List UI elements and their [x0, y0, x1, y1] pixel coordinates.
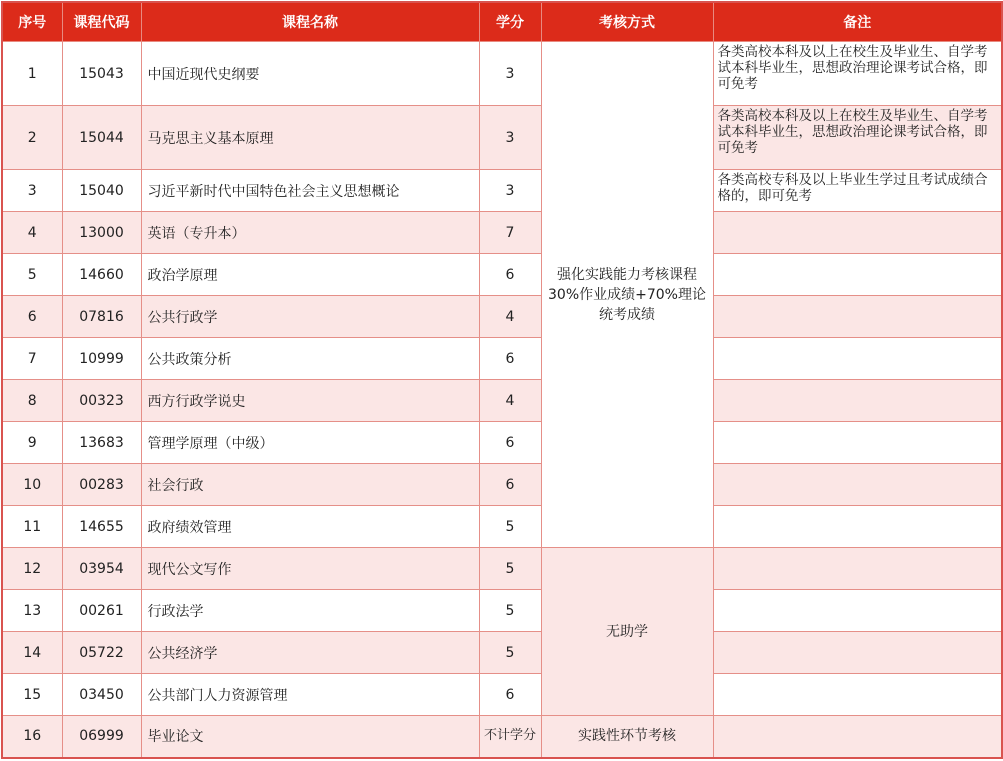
credit-cell: 4	[479, 296, 541, 338]
seq-cell: 11	[2, 506, 62, 548]
seq-cell: 13	[2, 590, 62, 632]
course-name-cell: 公共经济学	[141, 632, 479, 674]
table-row	[2, 632, 1002, 674]
course-code-cell: 10999	[62, 338, 141, 380]
table-row	[2, 380, 1002, 422]
course-code-cell: 00283	[62, 464, 141, 506]
note-cell	[713, 380, 1002, 422]
credit-cell: 6	[479, 254, 541, 296]
course-name-cell: 西方行政学说史	[141, 380, 479, 422]
credit-cell: 4	[479, 380, 541, 422]
course-name-cell: 行政法学	[141, 590, 479, 632]
seq-cell: 3	[2, 170, 62, 212]
course-name-cell: 英语（专升本）	[141, 212, 479, 254]
course-table	[1, 1, 1003, 759]
note-cell	[713, 632, 1002, 674]
credit-cell: 3	[479, 42, 541, 106]
course-name-cell: 马克思主义基本原理	[141, 106, 479, 170]
table-row	[2, 590, 1002, 632]
table-row	[2, 254, 1002, 296]
course-name-cell: 社会行政	[141, 464, 479, 506]
credit-cell: 7	[479, 212, 541, 254]
header-assessment-method: 考核方式	[541, 2, 713, 42]
header-course-code: 课程代码	[62, 2, 141, 42]
header-seq: 序号	[2, 2, 62, 42]
table-row	[2, 464, 1002, 506]
credit-cell: 不计学分	[479, 716, 541, 758]
seq-cell: 6	[2, 296, 62, 338]
seq-cell: 2	[2, 106, 62, 170]
course-name-cell: 习近平新时代中国特色社会主义思想概论	[141, 170, 479, 212]
seq-cell: 8	[2, 380, 62, 422]
note-cell	[713, 464, 1002, 506]
table-row	[2, 716, 1002, 758]
header-note: 备注	[713, 2, 1002, 42]
note-cell	[713, 674, 1002, 716]
assessment-method-cell: 无助学	[541, 548, 713, 716]
course-name-cell: 公共政策分析	[141, 338, 479, 380]
course-name-cell: 管理学原理（中级）	[141, 422, 479, 464]
course-name-cell: 中国近现代史纲要	[141, 42, 479, 106]
assessment-method-cell: 实践性环节考核	[541, 716, 713, 758]
table-row	[2, 170, 1002, 212]
note-cell	[713, 212, 1002, 254]
note-cell	[713, 506, 1002, 548]
seq-cell: 7	[2, 338, 62, 380]
note-cell: 各类高校专科及以上毕业生学过且考试成绩合格的，即可免考	[713, 170, 1002, 212]
course-code-cell: 14660	[62, 254, 141, 296]
credit-cell: 5	[479, 506, 541, 548]
course-code-cell: 00261	[62, 590, 141, 632]
credit-cell: 5	[479, 632, 541, 674]
course-code-cell: 03450	[62, 674, 141, 716]
course-code-cell: 00323	[62, 380, 141, 422]
table-header-row	[2, 2, 1002, 42]
table-row	[2, 338, 1002, 380]
seq-cell: 9	[2, 422, 62, 464]
table-row	[2, 422, 1002, 464]
course-code-cell: 15043	[62, 42, 141, 106]
table-row	[2, 548, 1002, 590]
course-name-cell: 政治学原理	[141, 254, 479, 296]
credit-cell: 6	[479, 422, 541, 464]
header-course-name: 课程名称	[141, 2, 479, 42]
course-name-cell: 现代公文写作	[141, 548, 479, 590]
table-row	[2, 42, 1002, 106]
credit-cell: 6	[479, 464, 541, 506]
course-code-cell: 05722	[62, 632, 141, 674]
table-row	[2, 212, 1002, 254]
note-cell	[713, 422, 1002, 464]
course-name-cell: 公共行政学	[141, 296, 479, 338]
seq-cell: 14	[2, 632, 62, 674]
credit-cell: 6	[479, 338, 541, 380]
course-name-cell: 公共部门人力资源管理	[141, 674, 479, 716]
seq-cell: 15	[2, 674, 62, 716]
credit-cell: 6	[479, 674, 541, 716]
course-name-cell: 毕业论文	[141, 716, 479, 758]
table-row	[2, 106, 1002, 170]
course-name-cell: 政府绩效管理	[141, 506, 479, 548]
table-row	[2, 296, 1002, 338]
seq-cell: 10	[2, 464, 62, 506]
course-code-cell: 03954	[62, 548, 141, 590]
course-code-cell: 15040	[62, 170, 141, 212]
header-credit: 学分	[479, 2, 541, 42]
course-code-cell: 06999	[62, 716, 141, 758]
table-row	[2, 674, 1002, 716]
seq-cell: 4	[2, 212, 62, 254]
note-cell	[713, 716, 1002, 758]
course-code-cell: 13683	[62, 422, 141, 464]
credit-cell: 5	[479, 590, 541, 632]
seq-cell: 5	[2, 254, 62, 296]
course-code-cell: 14655	[62, 506, 141, 548]
credit-cell: 3	[479, 170, 541, 212]
course-code-cell: 07816	[62, 296, 141, 338]
note-cell	[713, 296, 1002, 338]
credit-cell: 3	[479, 106, 541, 170]
note-cell	[713, 338, 1002, 380]
credit-cell: 5	[479, 548, 541, 590]
note-cell	[713, 548, 1002, 590]
seq-cell: 12	[2, 548, 62, 590]
table-row	[2, 506, 1002, 548]
note-cell: 各类高校本科及以上在校生及毕业生、自学考试本科毕业生，思想政治理论课考试合格，即可免考	[713, 106, 1002, 170]
course-code-cell: 13000	[62, 212, 141, 254]
note-cell: 各类高校本科及以上在校生及毕业生、自学考试本科毕业生，思想政治理论课考试合格，即可免考	[713, 42, 1002, 106]
note-cell	[713, 254, 1002, 296]
seq-cell: 1	[2, 42, 62, 106]
seq-cell: 16	[2, 716, 62, 758]
assessment-method-cell: 强化实践能力考核课程30%作业成绩+70%理论统考成绩	[541, 42, 713, 548]
note-cell	[713, 590, 1002, 632]
course-code-cell: 15044	[62, 106, 141, 170]
